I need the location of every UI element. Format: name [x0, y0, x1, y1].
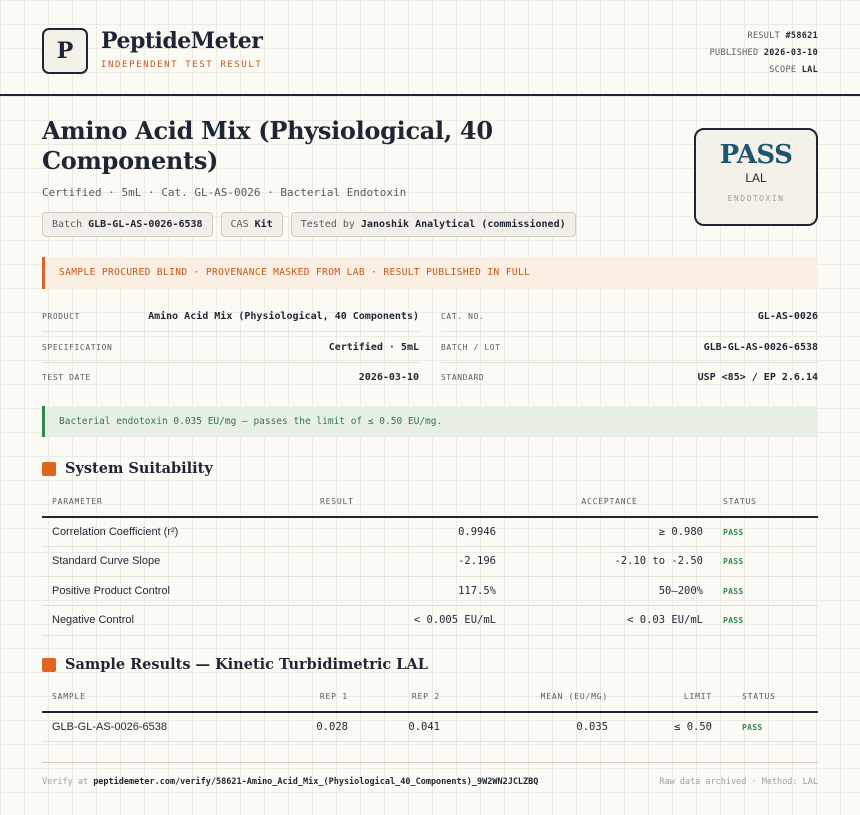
tested-by-value: Janoshik Analytical (commissioned) — [360, 219, 566, 230]
status-badge: PASS — [723, 616, 744, 626]
status-badge: PASS — [742, 723, 763, 732]
acceptance-cell: 50–200% — [506, 576, 713, 606]
acceptance-cell: < 0.03 EU/mL — [506, 606, 713, 636]
table-header-row — [42, 682, 818, 712]
section-title: Sample Results — Kinetic Turbidimetric LAL — [65, 656, 428, 673]
info-label: TEST DATE — [42, 373, 91, 382]
batch-chip-label: Batch — [52, 219, 83, 230]
verdict-status: PASS — [719, 140, 793, 170]
column-header: STATUS — [713, 487, 818, 517]
scope-label: SCOPE — [769, 65, 797, 75]
column-header: RESULT — [310, 487, 506, 517]
status-badge: PASS — [723, 557, 744, 567]
product-chips — [42, 212, 576, 237]
table-row — [42, 712, 818, 742]
info-value: USP <85> / EP 2.6.14 — [697, 372, 818, 383]
result-cell: 117.5% — [310, 576, 506, 606]
report-footer — [42, 762, 818, 787]
archive-note: Raw data archived · Method: LAL — [659, 777, 818, 787]
result-summary: Bacterial endotoxin 0.035 EU/mg — passes the limit of ≤ 0.50 EU/mg. — [42, 406, 818, 437]
status-cell — [713, 517, 818, 547]
suitability-heading — [42, 460, 213, 477]
info-label: STANDARD — [441, 373, 485, 382]
info-row-cat-no — [441, 302, 818, 332]
table-row — [42, 576, 818, 606]
parameter-cell: Negative Control — [42, 606, 310, 636]
info-label: PRODUCT — [42, 312, 80, 321]
column-header: REP 2 — [358, 682, 450, 712]
result-label: RESULT — [747, 31, 781, 41]
sample-results-table — [42, 682, 818, 742]
cas-chip-value: Kit — [254, 219, 273, 230]
result-number: #58621 — [785, 31, 818, 41]
batch-chip-value: GLB-GL-AS-0026-6538 — [88, 219, 203, 230]
table-row — [42, 606, 818, 636]
column-header: STATUS — [722, 682, 818, 712]
cas-chip — [221, 212, 283, 237]
verdict-test: ENDOTOXIN — [727, 194, 785, 203]
result-cell: < 0.005 EU/mL — [310, 606, 506, 636]
result-cell: 0.9946 — [310, 517, 506, 547]
section-title: System Suitability — [65, 460, 213, 477]
parameter-cell: Correlation Coefficient (r²) — [42, 517, 310, 547]
column-header: LIMIT — [618, 682, 722, 712]
section-marker-icon — [42, 658, 56, 672]
brand-name: PeptideMeter — [101, 28, 263, 54]
status-cell — [713, 576, 818, 606]
info-row-specification — [42, 333, 419, 363]
suitability-table — [42, 487, 818, 636]
report-header — [0, 0, 860, 96]
mean-cell: 0.035 — [450, 712, 618, 742]
acceptance-cell: -2.10 to -2.50 — [506, 547, 713, 577]
scope-value: LAL — [801, 65, 818, 75]
status-badge: PASS — [723, 528, 744, 537]
sample-cell: GLB-GL-AS-0026-6538 — [42, 712, 274, 742]
info-label: BATCH / LOT — [441, 343, 501, 352]
result-cell: -2.196 — [310, 547, 506, 577]
procurement-notice: SAMPLE PROCURED BLIND · PROVENANCE MASKED FROM LAB · RESULT PUBLISHED IN FULL — [42, 257, 818, 289]
cas-chip-label: CAS — [230, 219, 249, 230]
info-value: Certified · 5mL — [328, 342, 419, 353]
status-badge: PASS — [723, 586, 744, 596]
published-date: 2026-03-10 — [763, 48, 818, 58]
brand-tagline: INDEPENDENT TEST RESULT — [101, 60, 263, 70]
sample-results-heading — [42, 656, 428, 673]
info-value: GL-AS-0026 — [757, 311, 818, 322]
verdict-method: LAL — [745, 171, 767, 185]
acceptance-cell: ≥ 0.980 — [506, 517, 713, 547]
report-meta — [710, 28, 818, 79]
parameter-cell: Positive Product Control — [42, 576, 310, 606]
limit-cell: ≤ 0.50 — [618, 712, 722, 742]
page-title: Amino Acid Mix (Physiological, 40 Components) — [42, 116, 493, 175]
verify-line — [42, 777, 538, 787]
batch-chip — [42, 212, 213, 237]
column-header: SAMPLE — [42, 682, 274, 712]
published-label: PUBLISHED — [709, 48, 759, 58]
info-row-standard — [441, 363, 818, 393]
table-row — [42, 517, 818, 547]
product-subline: Certified · 5mL · Cat. GL-AS-0026 · Bacterial Endotoxin — [42, 186, 407, 199]
info-value: GLB-GL-AS-0026-6538 — [703, 342, 818, 353]
table-row — [42, 547, 818, 577]
section-marker-icon — [42, 462, 56, 476]
info-value: Amino Acid Mix (Physiological, 40 Components) — [148, 311, 419, 322]
info-value: 2026-03-10 — [358, 372, 419, 383]
parameter-cell: Standard Curve Slope — [42, 547, 310, 577]
tested-by-label: Tested by — [300, 219, 355, 230]
status-cell — [722, 712, 818, 742]
status-cell — [713, 547, 818, 577]
column-header: REP 1 — [274, 682, 358, 712]
column-header: MEAN (EU/MG) — [450, 682, 618, 712]
column-header: ACCEPTANCE — [506, 487, 713, 517]
table-header-row — [42, 487, 818, 517]
info-row-product — [42, 302, 419, 332]
info-label: CAT. NO. — [441, 312, 485, 321]
info-row-test-date — [42, 363, 419, 393]
rep2-cell: 0.041 — [358, 712, 450, 742]
rep1-cell: 0.028 — [274, 712, 358, 742]
column-header: PARAMETER — [42, 487, 310, 517]
info-label: SPECIFICATION — [42, 343, 113, 352]
info-row-batch-lot — [441, 333, 818, 363]
status-cell — [713, 606, 818, 636]
tested-by-chip — [291, 212, 576, 237]
verify-link[interactable]: peptidemeter.com/verify/58621-Amino_Acid_Mix_(Physiological_40_Components)_9W2WN2JCLZBQ — [93, 777, 539, 787]
verdict-badge — [694, 128, 818, 226]
verify-label: Verify at — [42, 777, 89, 787]
logo-icon: P — [42, 28, 88, 74]
